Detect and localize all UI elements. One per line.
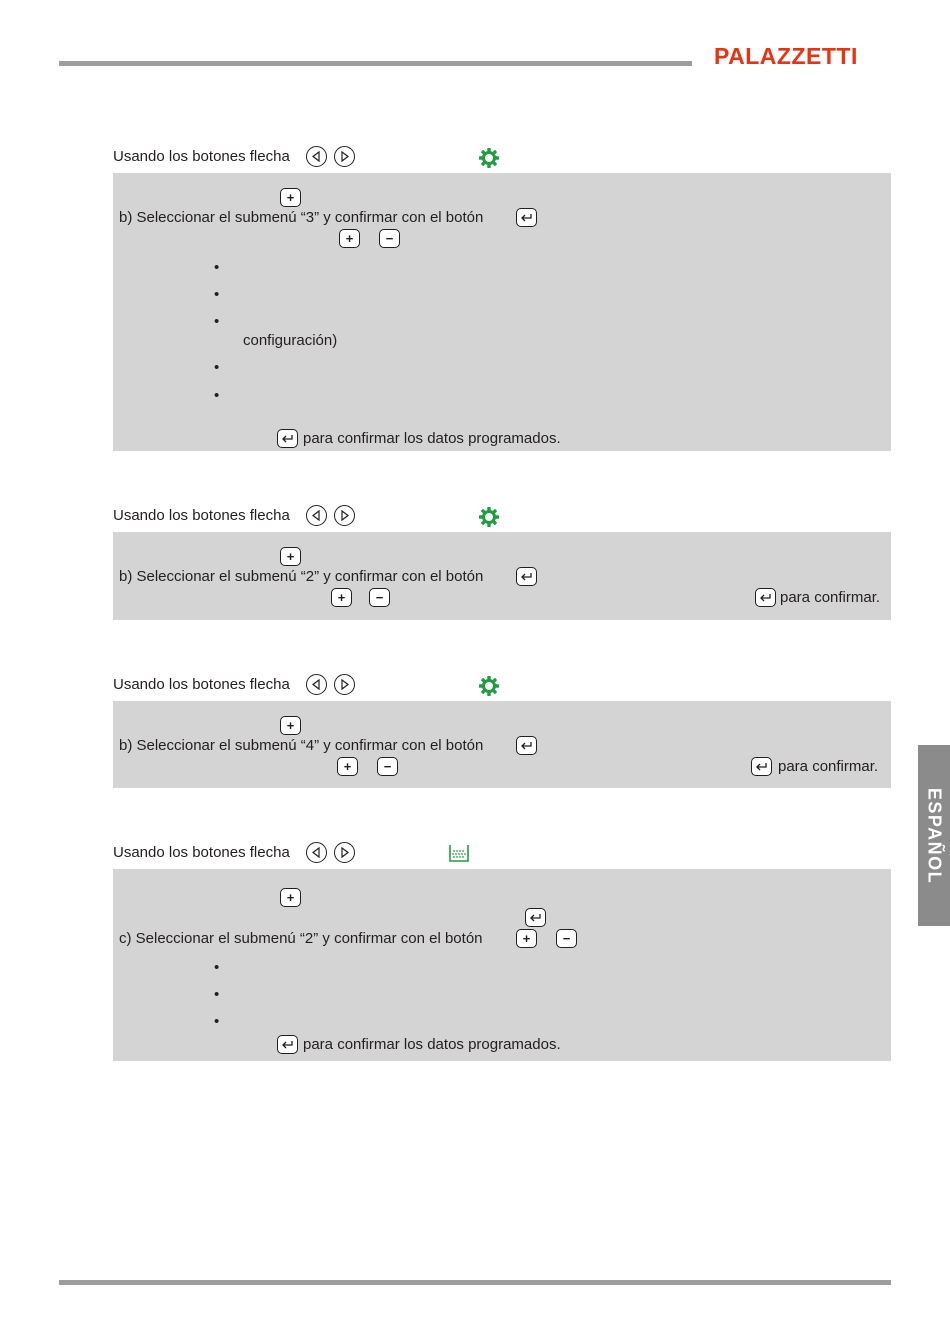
left-arrow-icon	[307, 843, 326, 862]
plus-key: +	[280, 888, 301, 907]
enter-icon	[281, 1040, 294, 1049]
instruction-box	[113, 869, 891, 1061]
intro-text: Usando los botones flecha	[113, 844, 290, 861]
right-arrow-icon	[335, 675, 354, 694]
instruction-box	[113, 173, 891, 451]
intro-text: Usando los botones flecha	[113, 676, 290, 693]
enter-key	[755, 588, 776, 607]
list-bullet: •	[214, 313, 220, 330]
right-arrow-icon	[335, 506, 354, 525]
header-rule	[59, 61, 692, 66]
right-arrow-button	[334, 674, 355, 695]
plus-key: +	[337, 757, 358, 776]
right-arrow-button	[334, 842, 355, 863]
left-arrow-button	[306, 505, 327, 526]
left-arrow-button	[306, 146, 327, 167]
step-c-text: c) Seleccionar el submenú “2” y confirmar con el botón	[119, 930, 483, 947]
list-bullet: •	[214, 1013, 220, 1030]
plus-key: +	[331, 588, 352, 607]
brand-logo: PALAZZETTI	[714, 43, 858, 69]
left-arrow-button	[306, 842, 327, 863]
left-arrow-button	[306, 674, 327, 695]
enter-icon	[520, 572, 533, 581]
left-arrow-icon	[307, 147, 326, 166]
gear-icon	[478, 147, 500, 169]
gear-icon	[478, 675, 500, 697]
enter-key	[516, 208, 537, 227]
right-arrow-button	[334, 505, 355, 526]
instruction-box	[113, 532, 891, 620]
list-bullet: •	[214, 986, 220, 1003]
confirm-text: para confirmar.	[780, 589, 881, 606]
left-arrow-icon	[307, 506, 326, 525]
intro-text: Usando los botones flecha	[113, 148, 290, 165]
plus-key: +	[339, 229, 360, 248]
confirm-text: para confirmar los datos programados.	[303, 1036, 561, 1053]
enter-key	[277, 1035, 298, 1054]
list-bullet: •	[214, 387, 220, 404]
language-tab	[918, 745, 950, 926]
intro-text: Usando los botones flecha	[113, 507, 290, 524]
step-b-text: b) Seleccionar el submenú “3” y confirmar con el botón	[119, 209, 484, 226]
enter-key	[277, 429, 298, 448]
list-bullet: •	[214, 959, 220, 976]
left-arrow-icon	[307, 675, 326, 694]
pellet-tank-icon	[448, 843, 470, 863]
step-b-text: b) Seleccionar el submenú “4” y confirmar con el botón	[119, 737, 484, 754]
enter-icon	[520, 213, 533, 222]
step-b-text: b) Seleccionar el submenú “2” y confirmar con el botón	[119, 568, 484, 585]
footer-rule	[59, 1280, 891, 1285]
list-continuation: configuración)	[243, 332, 338, 349]
plus-key: +	[516, 929, 537, 948]
enter-key	[516, 736, 537, 755]
gear-icon	[478, 506, 500, 528]
right-arrow-button	[334, 146, 355, 167]
minus-key: −	[377, 757, 398, 776]
enter-key	[525, 908, 546, 927]
confirm-text: para confirmar.	[778, 758, 879, 775]
enter-icon	[520, 741, 533, 750]
minus-key: −	[379, 229, 400, 248]
minus-key: −	[369, 588, 390, 607]
plus-key: +	[280, 716, 301, 735]
enter-icon	[755, 762, 768, 771]
minus-key: −	[556, 929, 577, 948]
right-arrow-icon	[335, 147, 354, 166]
plus-key: +	[280, 547, 301, 566]
language-tab-label: ESPAÑOL	[924, 787, 945, 884]
list-bullet: •	[214, 286, 220, 303]
enter-icon	[529, 913, 542, 922]
enter-key	[516, 567, 537, 586]
list-bullet: •	[214, 259, 220, 276]
enter-icon	[759, 593, 772, 602]
right-arrow-icon	[335, 843, 354, 862]
plus-key: +	[280, 188, 301, 207]
enter-icon	[281, 434, 294, 443]
confirm-text: para confirmar los datos programados.	[303, 430, 561, 447]
instruction-box	[113, 701, 891, 788]
list-bullet: •	[214, 359, 220, 376]
enter-key	[751, 757, 772, 776]
